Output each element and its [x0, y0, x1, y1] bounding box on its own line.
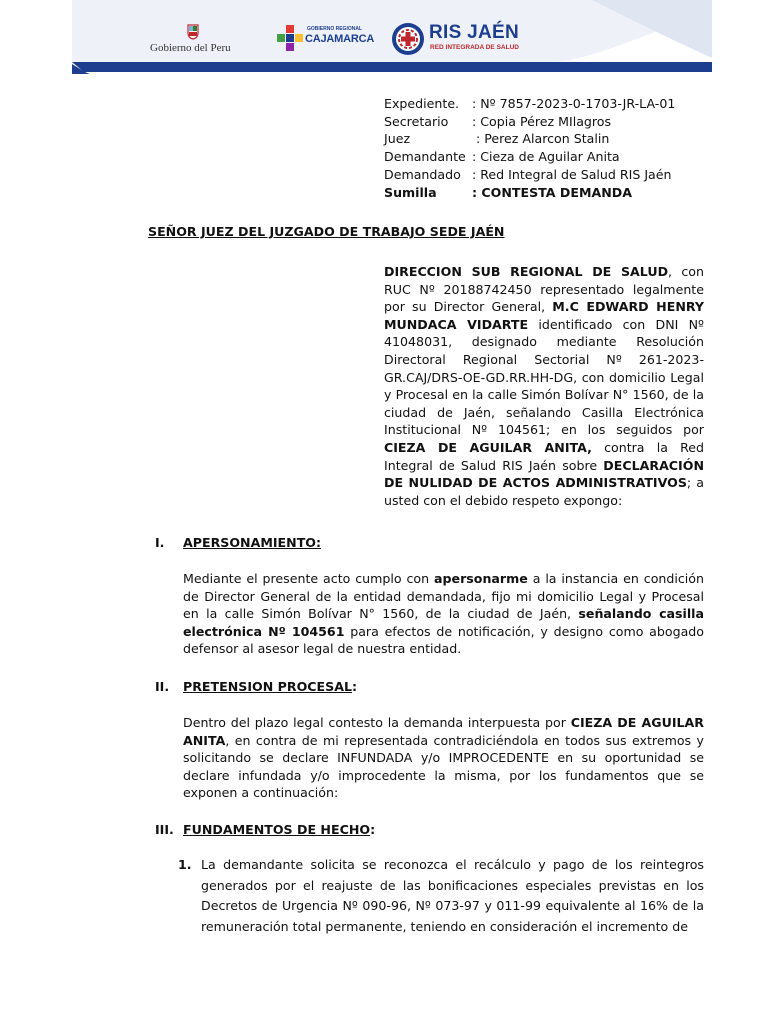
- addressee-heading: SEÑOR JUEZ DEL JUZGADO DE TRABAJO SEDE JAÉN: [148, 224, 505, 239]
- ris-title: RIS JAÉN: [429, 22, 520, 43]
- party-text: contra la Red Integral de Salud RIS Jaén sobre: [384, 439, 704, 473]
- meta-demandante: [384, 148, 620, 165]
- section-apersonamiento-title: [155, 535, 321, 550]
- para-text: Dentro del plazo legal contesto la demanda interpuesta por: [183, 715, 571, 730]
- para-emphasis: señalando casilla electrónica Nº 104561: [183, 606, 704, 639]
- gobierno-label: Gobierno del Peru: [150, 42, 231, 54]
- director-name: M.C EDWARD HENRY MUNDACA VIDARTE: [384, 299, 704, 332]
- entity-name: DIRECCION SUB REGIONAL DE SALUD: [384, 264, 669, 279]
- party-text: identificado con DNI Nº 41048031, designado mediante Resolución Directoral Regional Sectorial Nº 261-2023-GR.CAJ/DRS-OE-GD.RR.HH-DG, con domicilio Legal y Procesal en la calle Simón Bolívar N° 1560, de la ciudad de Jaén, señalando Casilla Electrónica Institucional Nº 104561; en los seguidos por: [384, 316, 704, 438]
- meta-key: Secretario: [384, 114, 449, 129]
- section-pretension-text: [183, 714, 704, 802]
- meta-sumilla: [384, 184, 632, 201]
- meta-expediente: [384, 95, 675, 112]
- party-text: ; a usted con el debido respeto expongo:: [384, 475, 704, 508]
- section-name: FUNDAMENTOS DE HECHO: [183, 822, 371, 837]
- section-name: PRETENSION PROCESAL: [183, 679, 352, 694]
- section-apersonamiento-text: [183, 570, 704, 658]
- section-number: II.: [155, 679, 170, 694]
- meta-key: Expediente.: [384, 96, 460, 111]
- meta-juez: [384, 130, 609, 147]
- para-text: a la instancia en condición de Director General de la entidad demandada, fijo mi domicilio Legal y Procesal en la calle Simón Bolívar N° 1560, de la ciudad de Jaén,: [183, 571, 704, 622]
- cajamarca-subtitle: GOBIERNO REGIONAL: [307, 26, 363, 32]
- meta-secretario: [384, 113, 611, 130]
- section-number: I.: [155, 535, 165, 550]
- meta-key: Demandante: [384, 149, 466, 164]
- section-colon: :: [351, 679, 358, 694]
- section-fundamentos-title: [155, 822, 375, 837]
- section-pretension-title: [155, 679, 357, 694]
- cajamarca-title: CAJAMARCA: [305, 33, 375, 45]
- party-text: , con RUC Nº 20188742450 representado legalmente por su Director General,: [384, 264, 704, 315]
- cajamarca-cross-icon: [277, 25, 303, 51]
- section-name: APERSONAMIENTO:: [183, 535, 322, 550]
- meta-value: : Copia Pérez MIlagros: [472, 114, 612, 129]
- meta-key: Sumilla: [384, 185, 437, 200]
- gobierno-del-peru-logo: [150, 24, 260, 54]
- plaintiff-name: CIEZA DE AGUILAR ANITA,: [384, 439, 592, 455]
- meta-value: : Nº 7857-2023-0-1703-JR-LA-01: [472, 96, 676, 111]
- section-number: III.: [155, 822, 174, 837]
- ris-subtitle: RED INTEGRADA DE SALUD: [430, 44, 519, 51]
- meta-value: : Perez Alarcon Stalin: [472, 131, 610, 146]
- meta-value: : Red Integral de Salud RIS Jaén: [472, 167, 672, 182]
- meta-demandado: [384, 166, 672, 183]
- letterhead: [0, 0, 768, 76]
- section-colon: :: [370, 822, 376, 837]
- ris-jaen-logo: [391, 22, 531, 56]
- meta-key: Demandado: [384, 167, 461, 182]
- para-emphasis: apersonarme: [434, 571, 528, 586]
- meta-key: Juez: [384, 131, 411, 146]
- para-text: , en contra de mi representada contradiciéndola en todos sus extremos y solicitando se declare INFUNDADA y/o IMPROCEDENTE en su oportunidad se declare infundada y/o improcedente la misma, por los fundamentos que se exponen a continuación:: [183, 732, 704, 801]
- para-text: para efectos de notificación, y designo como abogado defensor al asesor legal de nuestra entidad.: [183, 623, 705, 657]
- para-text: Mediante el presente acto cumplo con: [183, 571, 435, 586]
- ris-emblem-icon: [391, 22, 425, 56]
- list-text: La demandante solicita se reconozca el recálculo y pago de los reintegros generados por el reajuste de las bonificaciones especiales previstas en los Decretos de Urgencia Nº 090-96, Nº 073-97 y 011-99 equivalente al 16% de la remuneración total permanente, teniendo en consideración el incremento de: [201, 857, 704, 934]
- para-emphasis: CIEZA DE AGUILAR ANITA: [183, 715, 704, 748]
- peru-shield-icon: [186, 24, 200, 40]
- cajamarca-logo: [277, 24, 387, 52]
- party-introduction: [384, 263, 704, 509]
- list-number: 1.: [178, 857, 192, 872]
- meta-value: : Cieza de Aguilar Anita: [472, 149, 620, 164]
- meta-value: : CONTESTA DEMANDA: [472, 185, 632, 200]
- case-matter: DECLARACIÓN DE NULIDAD DE ACTOS ADMINISTRATIVOS: [384, 457, 704, 491]
